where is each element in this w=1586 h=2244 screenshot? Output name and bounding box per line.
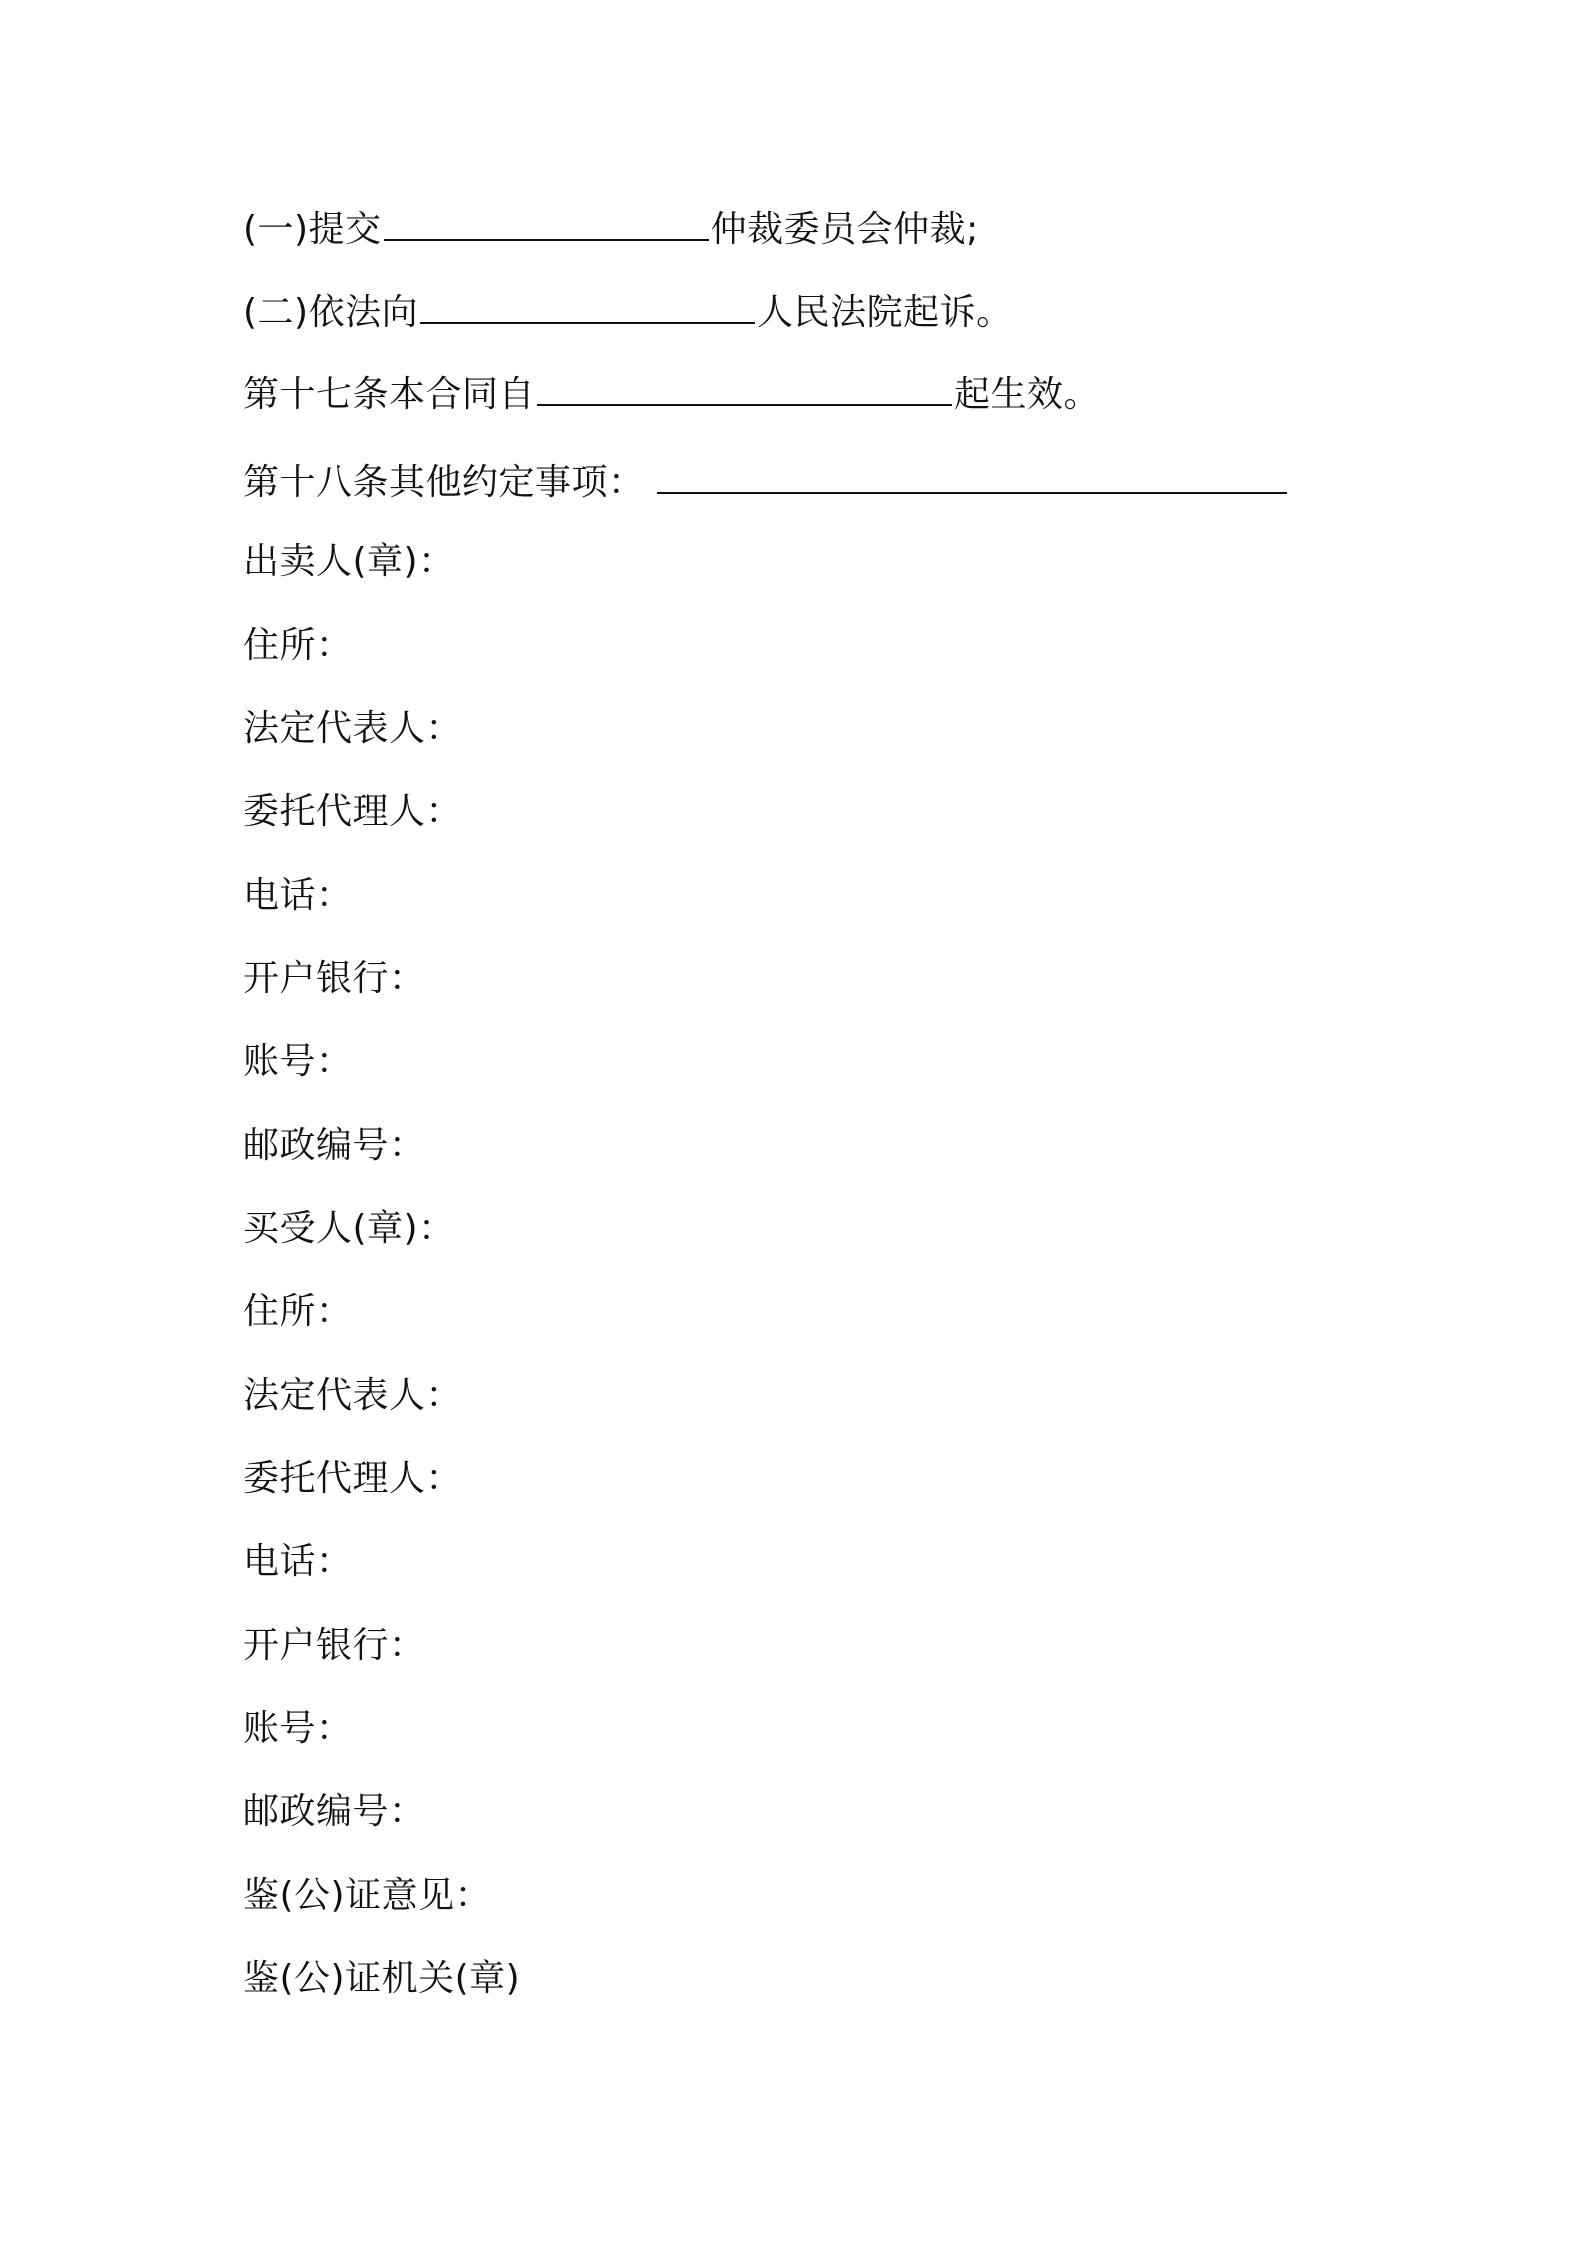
- arbitration-prefix: (一)提交: [243, 209, 382, 250]
- notary-opinion: 鉴(公)证意见：: [243, 1875, 492, 1916]
- buyer-title: 买受人(章)：: [243, 1208, 455, 1249]
- buyer-agent: 委托代理人：: [243, 1458, 463, 1499]
- seller-address: 住所：: [243, 625, 353, 666]
- seller-phone: 电话：: [243, 875, 353, 916]
- seller-legal-rep: 法定代表人：: [243, 708, 463, 749]
- effective-date-blank: [537, 370, 952, 406]
- seller-bank: 开户银行：: [243, 958, 426, 999]
- buyer-bank: 开户银行：: [243, 1625, 426, 1666]
- buyer-address: 住所：: [243, 1291, 353, 1332]
- seller-title: 出卖人(章)：: [243, 541, 455, 582]
- buyer-phone: 电话：: [243, 1541, 353, 1582]
- litigation-suffix: 人民法院起诉。: [757, 292, 1013, 333]
- seller-postcode: 邮政编号：: [243, 1125, 426, 1166]
- seller-agent: 委托代理人：: [243, 791, 463, 832]
- article-17: [243, 370, 1100, 419]
- buyer-account: 账号：: [243, 1708, 353, 1749]
- buyer-legal-rep: 法定代表人：: [243, 1375, 463, 1416]
- arbitration-clause: [243, 205, 979, 254]
- article-18-label: 第十八条其他约定事项：: [243, 462, 645, 503]
- court-blank: [420, 288, 755, 324]
- article-18: [243, 458, 1289, 507]
- notary-authority: 鉴(公)证机关(章): [243, 1958, 521, 1999]
- article-17-suffix: 起生效。: [954, 374, 1101, 415]
- other-terms-blank: [657, 458, 1287, 494]
- litigation-clause: [243, 288, 1013, 337]
- arbitration-suffix: 仲裁委员会仲裁;: [710, 209, 979, 250]
- article-17-prefix: 第十七条本合同自: [243, 374, 536, 415]
- seller-account: 账号：: [243, 1041, 353, 1082]
- arbitration-committee-blank: [384, 205, 709, 241]
- litigation-prefix: (二)依法向: [243, 292, 419, 333]
- buyer-postcode: 邮政编号：: [243, 1791, 426, 1832]
